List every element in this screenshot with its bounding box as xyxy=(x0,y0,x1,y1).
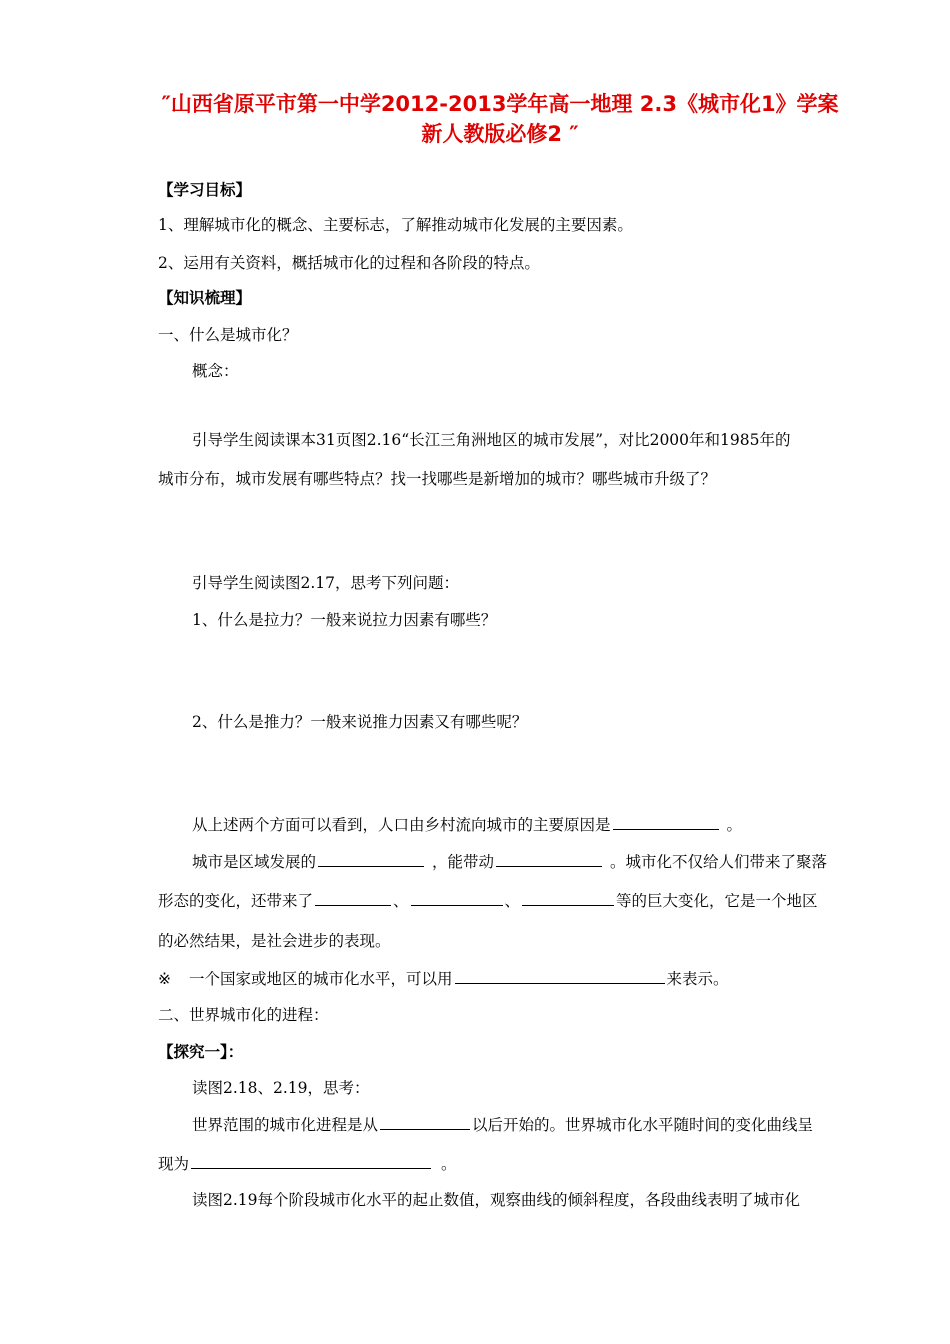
world-process-text-b: 以后开始的。世界城市化水平随时间的变化曲线呈 xyxy=(472,1116,814,1134)
question-what-is-urbanization: 一、什么是城市化？ xyxy=(158,326,298,344)
read-figure-prompt: 读图2.18、2.19，思考： xyxy=(192,1079,370,1097)
blank-start-time[interactable] xyxy=(380,1114,470,1130)
curve-shape-sentence xyxy=(158,1153,457,1174)
main-reason-end: 。 xyxy=(726,816,743,834)
section-learning-goals: 【学习目标】 xyxy=(158,181,252,199)
doc-title-line-2: 新人教版必修2 ″ xyxy=(421,122,579,146)
changes-text-b: 等的巨大变化，它是一个地区 xyxy=(616,892,818,910)
urbanization-level-note xyxy=(158,968,729,989)
world-process-text-a: 世界范围的城市化进程是从 xyxy=(192,1116,379,1134)
city-role-text-c: 。城市化不仅给人们带来了聚落 xyxy=(610,853,828,871)
note-mark: ※ xyxy=(158,970,171,988)
curve-end: 。 xyxy=(441,1155,457,1173)
concept-label: 概念： xyxy=(192,362,239,380)
curve-text-a: 现为 xyxy=(158,1155,190,1173)
section-explore-one: 【探究一】： xyxy=(158,1043,244,1061)
blank-change-1[interactable] xyxy=(315,890,391,906)
blank-city-role-1[interactable] xyxy=(318,851,424,867)
blank-change-2[interactable] xyxy=(411,890,503,906)
world-process-sentence xyxy=(192,1114,813,1135)
city-role-text-a: 城市是区域发展的 xyxy=(192,853,317,871)
question-world-urbanization: 二、世界城市化的进程： xyxy=(158,1006,329,1024)
separator-1: 、 xyxy=(393,892,409,910)
main-reason-text: 从上述两个方面可以看到，人口由乡村流向城市的主要原因是 xyxy=(192,816,611,834)
blank-curve-shape[interactable] xyxy=(191,1153,431,1169)
goal-1: 1、理解城市化的概念、主要标志，了解推动城市化发展的主要因素。 xyxy=(158,216,633,234)
changes-sentence xyxy=(158,890,818,911)
blank-main-reason[interactable] xyxy=(613,814,719,830)
guide-paragraph-1a: 引导学生阅读课本31页图2.16“长江三角洲地区的城市发展”，对比2000年和1985年的 xyxy=(192,431,791,449)
city-role-sentence xyxy=(192,851,827,872)
question-push-factors: 2、什么是推力？一般来说推力因素又有哪些呢？ xyxy=(192,713,528,731)
goal-2: 2、运用有关资料，概括城市化的过程和各阶段的特点。 xyxy=(158,254,540,272)
section-knowledge-review: 【知识梳理】 xyxy=(158,289,252,307)
last-paragraph: 读图2.19每个阶段城市化水平的起止数值，观察曲线的倾斜程度，各段曲线表明了城市化 xyxy=(192,1191,801,1209)
inevitable-result-line: 的必然结果，是社会进步的表现。 xyxy=(158,932,391,950)
blank-city-role-2[interactable] xyxy=(496,851,602,867)
question-pull-factors: 1、什么是拉力？一般来说拉力因素有哪些？ xyxy=(192,611,497,629)
guide-paragraph-2: 引导学生阅读图2.17，思考下列问题： xyxy=(192,574,460,592)
main-reason-sentence xyxy=(192,814,742,835)
changes-text-a: 形态的变化，还带来了 xyxy=(158,892,314,910)
note-text-b: 来表示。 xyxy=(666,970,729,988)
separator-2: 、 xyxy=(504,892,521,910)
guide-paragraph-1b: 城市分布，城市发展有哪些特点？找一找哪些是新增加的城市？哪些城市升级了？ xyxy=(158,470,717,488)
doc-title-line-1: ″山西省原平市第一中学2012-2013学年高一地理 2.3《城市化1》学案 xyxy=(161,92,839,116)
blank-urbanization-level[interactable] xyxy=(455,968,665,984)
city-role-text-b: ，能带动 xyxy=(432,853,495,871)
blank-change-3[interactable] xyxy=(522,890,614,906)
note-text-a: 一个国家或地区的城市化水平，可以用 xyxy=(189,970,453,988)
